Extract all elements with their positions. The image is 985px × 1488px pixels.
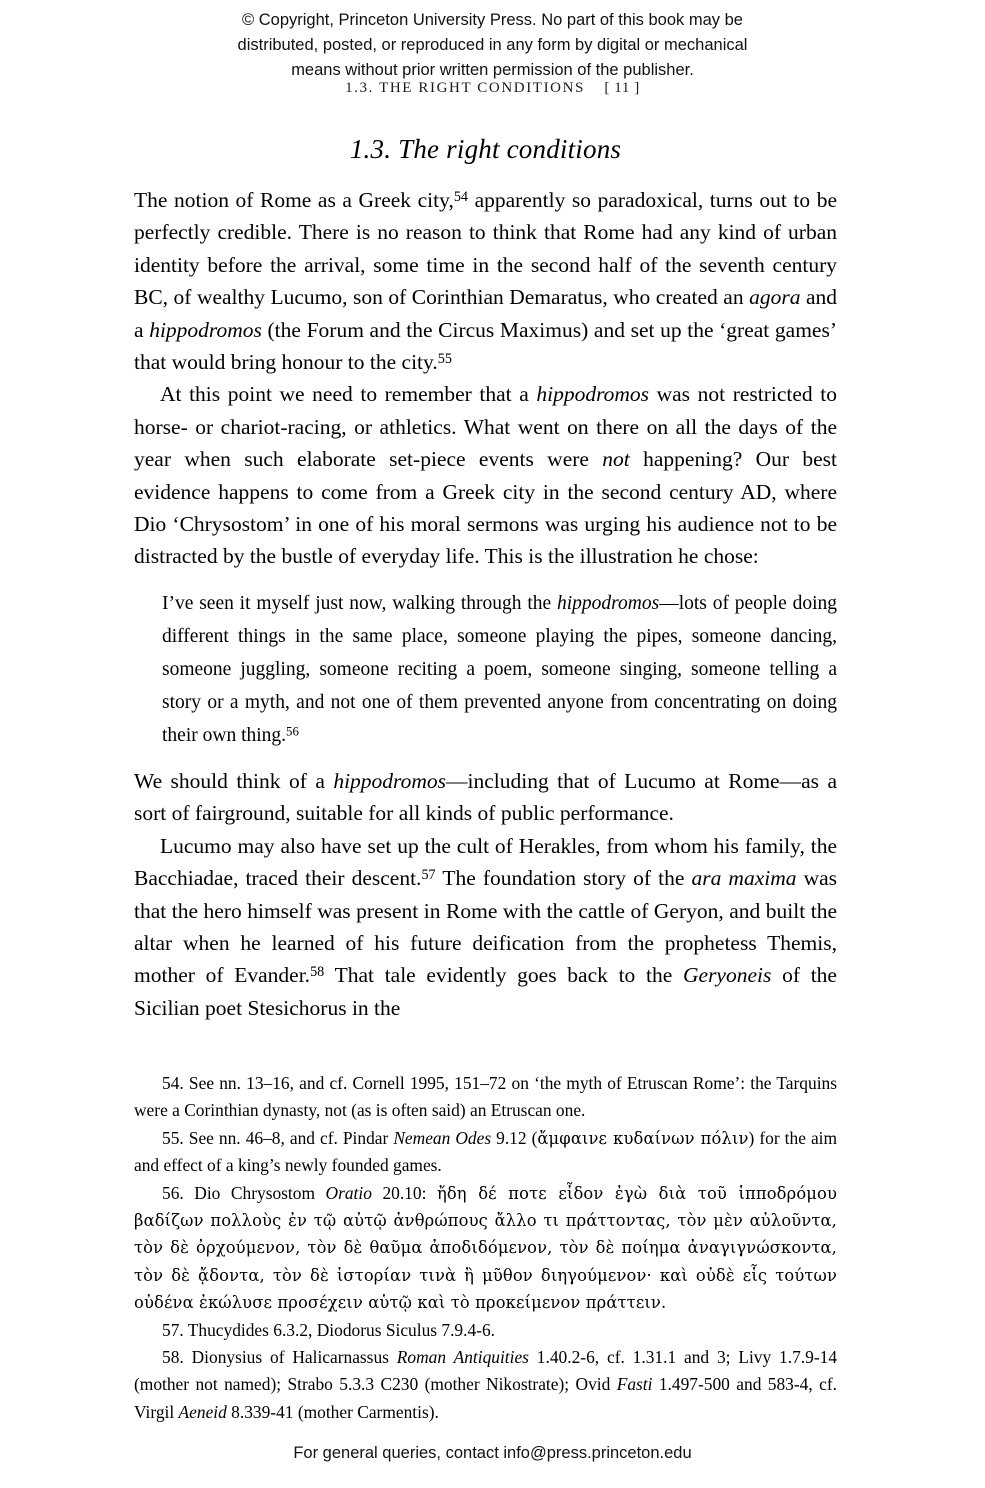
p1-italic-hippodromos: hippodromos xyxy=(149,317,262,342)
p4-italic-geryoneis: Geryoneis xyxy=(683,963,772,988)
p4-text-e: of the Sicilian poet Stesichorus in the xyxy=(134,963,837,1020)
footnote-58-italic-fasti: Fasti xyxy=(616,1374,653,1395)
paragraph-1 xyxy=(134,184,837,378)
footnote-ref-54[interactable]: 54 xyxy=(453,189,469,206)
paragraph-4 xyxy=(134,830,837,1024)
p2-italic-not: not xyxy=(602,447,630,472)
footnote-ref-55[interactable]: 55 xyxy=(437,351,452,368)
copyright-line-3: means without prior written permission of the publisher. xyxy=(291,61,694,79)
p2-text-a: At this point we need to remember that a xyxy=(160,382,537,407)
footnote-54-text: See nn. 13–16, and cf. Cornell 1995, 151–72 on ‘the myth of Etruscan Rome’: the Tarquins were a Corinthian dynasty, not (as is often said) an Etruscan one. xyxy=(134,1073,837,1121)
p3-text-b: —including that of Lucumo at Rome—as a sort of fairground, suitable for all kinds of public performance. xyxy=(134,768,837,826)
footnote-ref-56[interactable]: 56 xyxy=(286,724,299,739)
copyright-notice xyxy=(0,8,985,83)
p4-text-b: The foundation story of the xyxy=(435,866,692,891)
p1-text-b: apparently so paradoxical, turns out to be perfectly credible. There is no reason to think that Rome had any kind of urban identity before the arrival, some time in the second half of the seventh century BC, of wealthy Lucumo, son of Corinthian Demaratus, who created an xyxy=(134,188,837,310)
footnote-55-greek: ἄμφαινε κυδαίνων πόλιν xyxy=(537,1128,749,1148)
quote-text-b: —lots of people doing different things in the same place, someone playing the pipes, someone dancing, someone juggling, someone reciting a poem, someone singing, someone telling a story or a myth, and not one of them prevented anyone from concentrating on doing their own thing. xyxy=(162,592,837,746)
footnote-56-text-before: Dio Chrysostom xyxy=(183,1182,326,1203)
footnote-56-number: 56. xyxy=(162,1182,184,1203)
p4-text-d: That tale evidently goes back to the xyxy=(324,963,683,988)
footnote-56-greek: ἤδη δέ ποτε εἶδον ἐγὼ διὰ τοῦ ἱπποδρόμου βαδίζων πολλοὺς ἐν τῷ αὐτῷ ἀνθρώπους ἄλλο τι πράττοντας, τὸν μὲν αὐλοῦντα, τὸν δὲ ὀρχούμενον, τὸν δὲ θαῦμα ἀποδιδόμενον, τὸν δὲ ποίημα ἀναγιγνώσκοντα, τὸν δὲ ᾄδοντα, τὸν δὲ ἱστορίαν τινὰ ἢ μῦθον διηγούμενον· καὶ οὐδὲ εἷς τούτων οὐδένα ἐκώλυσε προσέχειν αὑτῷ καὶ τὸ προκείμενον πράττειν. xyxy=(134,1183,837,1313)
p4-text-a: Lucumo may also have set up the cult of Herakles, from whom his family, the Bacchiadae, traced their descent. xyxy=(134,833,837,891)
footnote-55-text-mid: 9.12 ( xyxy=(491,1127,538,1148)
footnote-55-number: 55. xyxy=(162,1127,184,1148)
page-number: [ 11 ] xyxy=(604,80,640,96)
copyright-line-1: © Copyright, Princeton University Press. No part of this book may be xyxy=(242,11,743,29)
p2-text-b: was not restricted to horse- or chariot-racing, or athletics. What went on there on all the days of the year when such elaborate set-piece events were xyxy=(134,382,837,472)
running-head-title: THE RIGHT CONDITIONS xyxy=(379,80,585,96)
footnote-58-number: 58. xyxy=(162,1347,184,1368)
footnote-58-text-after: 8.339-41 (mother Carmentis). xyxy=(226,1401,439,1422)
section-title: 1.3. The right conditions xyxy=(349,134,622,164)
footnote-56 xyxy=(134,1180,837,1317)
footnote-55-text-after: ) for the aim and effect of a king’s newly founded games. xyxy=(134,1127,838,1176)
footnote-55 xyxy=(134,1125,837,1180)
p3-text-a: We should think of a xyxy=(134,768,334,793)
footer-contact-line: For general queries, contact info@press.princeton.edu xyxy=(293,1444,692,1462)
p1-text-c: and a xyxy=(134,285,838,342)
footnote-55-text-before: See nn. 46–8, and cf. Pindar xyxy=(183,1127,394,1148)
p3-italic-hippodromos: hippodromos xyxy=(333,768,446,793)
footnote-54 xyxy=(134,1070,837,1125)
footnote-58 xyxy=(134,1344,837,1426)
footnote-55-italic-title: Nemean Odes xyxy=(393,1127,492,1148)
footnote-58-italic-roman-antiquities: Roman Antiquities xyxy=(396,1347,529,1368)
footnote-ref-57[interactable]: 57 xyxy=(421,867,436,884)
footnote-56-italic-title: Oratio xyxy=(325,1182,372,1203)
quote-text-a: I’ve seen it myself just now, walking through the xyxy=(162,592,557,614)
footnotes-section xyxy=(134,1070,837,1426)
footnote-54-number: 54. xyxy=(162,1073,184,1093)
footnote-57-number: 57. xyxy=(162,1319,184,1340)
paragraph-3 xyxy=(134,765,837,830)
footnote-57-text: Thucydides 6.3.2, Diodorus Siculus 7.9.4-6. xyxy=(183,1319,495,1340)
p1-text-a: The notion of Rome as a Greek city, xyxy=(134,188,454,212)
footnote-ref-58[interactable]: 58 xyxy=(310,964,325,981)
footnote-58-italic-aeneid: Aeneid xyxy=(178,1401,227,1422)
p4-italic-ara-maxima: ara maxima xyxy=(691,866,797,891)
p2-italic-hippodromos: hippodromos xyxy=(536,382,650,407)
p4-text-c: was that the hero himself was present in Rome with the cattle of Geryon, and built the altar when he learned of his future deification from the prophetess Themis, mother of Evander. xyxy=(134,866,837,988)
footnote-58-text-mid-1: 1.40.2-6, cf. 1.31.1 and 3; Livy 1.7.9-14 (mother not named); Strabo 5.3.3 C230 (mother Nikostrate); Ovid xyxy=(134,1347,838,1395)
running-head xyxy=(0,80,985,97)
p1-italic-agora: agora xyxy=(749,285,801,310)
footnote-57 xyxy=(134,1317,837,1344)
running-head-section-number: 1.3. xyxy=(345,80,374,96)
copyright-line-2: distributed, posted, or reproduced in any form by digital or mechanical xyxy=(237,36,748,54)
footnote-58-text-before: Dionysius of Halicarnassus xyxy=(183,1347,397,1368)
main-text-column xyxy=(134,132,837,1024)
footnote-58-text-mid-2: 1.497-500 and 583-4, cf. Virgil xyxy=(134,1374,837,1422)
footnote-56-text-mid: 20.10: xyxy=(371,1182,437,1203)
quote-italic-hippodromos: hippodromos xyxy=(557,592,660,614)
p2-text-c: happening? Our best evidence happens to come from a Greek city in the second century AD, where Dio ‘Chrysostom’ in one of his moral sermons was urging his audience not to be distracted by the bustle of everyday life. This is the illustration he chose: xyxy=(134,447,838,569)
block-quotation xyxy=(134,587,837,752)
p1-text-d: (the Forum and the Circus Maximus) and set up the ‘great games’ that would bring honour to the city. xyxy=(134,317,838,375)
quotation-text xyxy=(162,587,837,752)
paragraph-2 xyxy=(134,378,837,572)
